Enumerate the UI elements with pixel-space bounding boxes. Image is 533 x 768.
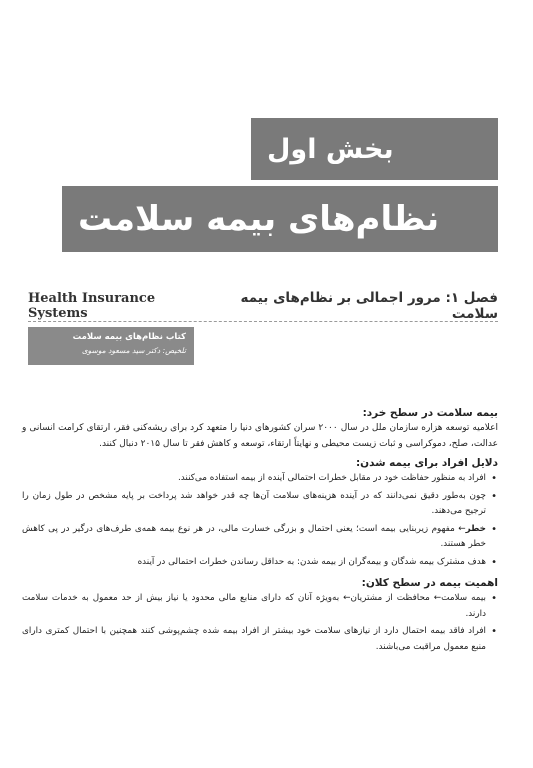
content-body <box>22 406 498 657</box>
chapter-title-en: Health Insurance Systems <box>28 291 156 321</box>
chapter-title-fa: فصل ۱: مرور اجمالی بر نظام‌های بیمه سلامت <box>240 290 498 322</box>
list-item <box>22 555 486 571</box>
list-item-text: ← مفهوم زیربنایی بیمه است؛ یعنی احتمال و بزرگی خسارت مالی، در هر نوع بیمه همه‌ی طرف‌های درگیر در پی کاهش خطر هستند. <box>22 523 486 549</box>
chapter-heading <box>28 290 498 322</box>
part-label: بخش اول <box>267 133 394 165</box>
list-item-keyword: خطر <box>465 523 486 534</box>
list-item <box>22 471 486 487</box>
section-paragraph: اعلامیه توسعه هزاره سازمان ملل در سال ۲۰۰۰ سران کشورهای دنیا را متعهد کرد برای ریشه‌کنی فقر، ارتقای کرامت انسانی و عدالت، صلح، دموکراسی و ثبات زیست محیطی و نهایتاً ارتقاء، توسعه و کاهش فقر تا سال ۲۰۱۵ دنبال کنند. <box>22 423 499 449</box>
part-title-banner <box>62 186 498 252</box>
list-item <box>22 591 486 622</box>
part-label-banner <box>251 118 498 180</box>
list-item-text: افراد فاقد بیمه احتمال دارد از نیازهای سلامت خود بیشتر از افراد بیمه شده چشم‌پوشی کنند همچنین با احتمال کمتری دارای منبع معمول مراقبت می‌باشند. <box>22 626 486 652</box>
part-title: نظام‌های بیمه سلامت <box>78 199 440 239</box>
list-item <box>22 489 486 520</box>
chapter-divider <box>28 321 498 322</box>
list-item <box>22 522 486 553</box>
section-heading: اهمیت بیمه در سطح کلان: <box>361 577 498 589</box>
list-item-text: هدف مشترک بیمه شدگان و بیمه‌گران از بیمه شدن: به حداقل رساندن خطرات احتمالی در آینده <box>137 556 486 567</box>
list-item-text: افراد به منظور حفاظت خود در مقابل خطرات احتمالی آینده از بیمه استفاده می‌کنند. <box>178 473 486 483</box>
bullet-list <box>22 471 498 570</box>
section-heading: بیمه سلامت در سطح خرد: <box>362 407 498 419</box>
bullet-list <box>22 591 498 655</box>
source-box <box>28 327 194 365</box>
list-item <box>22 624 486 655</box>
list-item-text: چون به‌طور دقیق نمی‌دانند که در آینده هزینه‌های سلامت آن‌ها چه قدر خواهد شد پرداخت بر پایه مشخص در طول زمان را ترجیح می‌دهند. <box>22 490 486 516</box>
source-book: کتاب نظام‌های بیمه سلامت <box>72 332 186 342</box>
source-summary: تلخیص: دکتر سید مسعود موسوی <box>81 346 186 355</box>
list-item-text: بیمه سلامت← محافظت از مشتریان← به‌ویژه آنان که دارای منابع مالی محدود یا نیاز بیش از حد معمول به خدمات سلامت دارند. <box>22 593 486 619</box>
section-heading: دلایل افراد برای بیمه شدن: <box>355 457 498 469</box>
